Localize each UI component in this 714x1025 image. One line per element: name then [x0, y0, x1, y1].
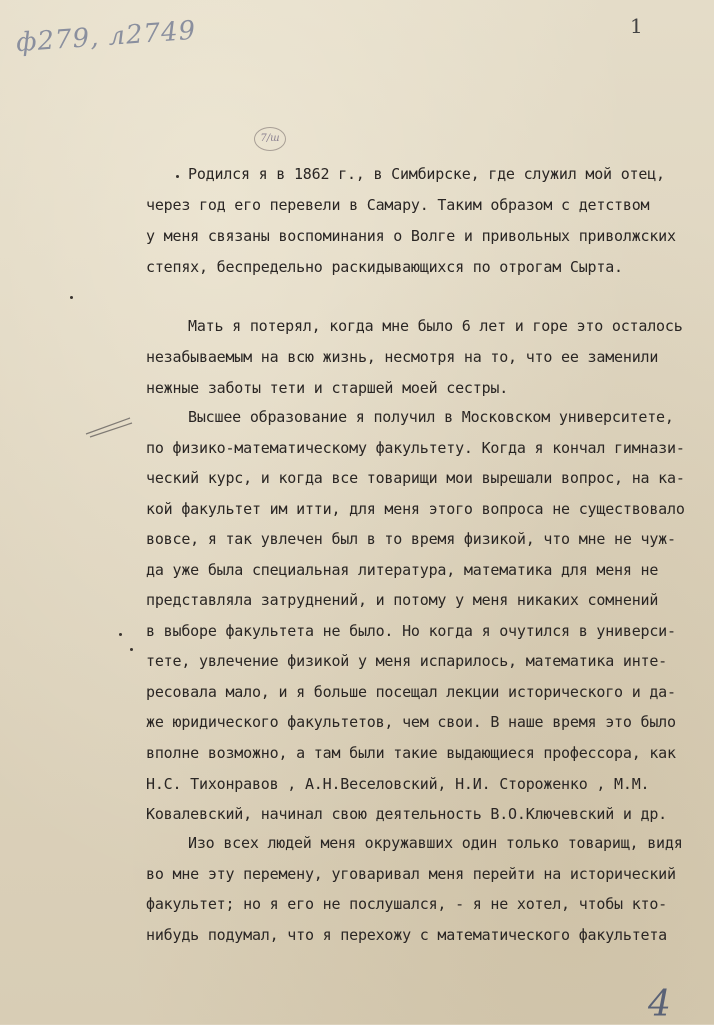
text-line: же юридического факультетов, чем свои. В наше время это было	[146, 713, 676, 731]
text-line: у меня связаны воспоминания о Волге и привольных приволжских	[146, 227, 676, 245]
page-number-top: 1	[630, 14, 643, 38]
text-line: степях, беспредельно раскидывающихся по отрогам Сырта.	[146, 258, 623, 276]
text-line: вполне возможно, а там были такие выдающиеся профессора, как	[146, 744, 676, 762]
text-line: вовсе, я так увлечен был в то время физикой, что мне не чуж-	[146, 530, 676, 548]
text-line: незабываемым на всю жизнь, несмотря на то, что ее заменили	[146, 348, 659, 366]
archive-reference: ф279, л2749	[15, 15, 198, 59]
text-line: нибудь подумал, что я перехожу с математического факультета	[146, 926, 668, 944]
text-line: во мне эту перемену, уговаривал меня перейти на исторический	[146, 865, 676, 883]
ink-dot	[70, 296, 73, 299]
text-line: через год его перевели в Самару. Таким образом с детством	[146, 196, 650, 214]
text-line: Мать я потерял, когда мне было 6 лет и горе это осталось	[188, 317, 683, 335]
text-line: кой факультет им итти, для меня этого вопроса не существовало	[146, 500, 685, 518]
text-line: Высшее образование я получил в Московском университете,	[188, 408, 674, 426]
text-line: Родился я в 1862 г., в Симбирске, где служил мой отец,	[188, 165, 665, 183]
ink-dot	[119, 633, 122, 636]
text-line: в выборе факультета не было. Но когда я очутился в универси-	[146, 622, 676, 640]
ink-dot	[130, 648, 133, 651]
page-number-bottom: 4	[648, 984, 671, 1025]
text-line: ческий курс, и когда все товарищи мои вырешали вопрос, на ка-	[146, 469, 685, 487]
stamp-mark: 7/ш	[254, 127, 286, 151]
text-line: тете, увлечение физикой у меня испарилось, математика инте-	[146, 652, 668, 670]
text-line: по физико-математическому факультету. Когда я кончал гимнази-	[146, 439, 685, 457]
text-line: Н.С. Тихонравов , А.Н.Веселовский, Н.И. Стороженко , М.М.	[146, 775, 650, 793]
ink-dot	[176, 175, 179, 178]
text-line: Изо всех людей меня окружавших один только товарищ, видя	[188, 834, 683, 852]
text-line: Ковалевский, начинал свою деятельность В.О.Ключевский и др.	[146, 805, 668, 823]
margin-pencil-mark-icon	[84, 414, 134, 438]
text-line: ресовала мало, и я больше посещал лекции исторического и да-	[146, 683, 676, 701]
text-line: представляла затруднений, и потому у меня никаких сомнений	[146, 591, 659, 609]
text-line: нежные заботы тети и старшей моей сестры.	[146, 379, 509, 397]
text-line: да уже была специальная литература, математика для меня не	[146, 561, 659, 579]
text-line: факультет; но я его не послушался, - я не хотел, чтобы кто-	[146, 895, 668, 913]
